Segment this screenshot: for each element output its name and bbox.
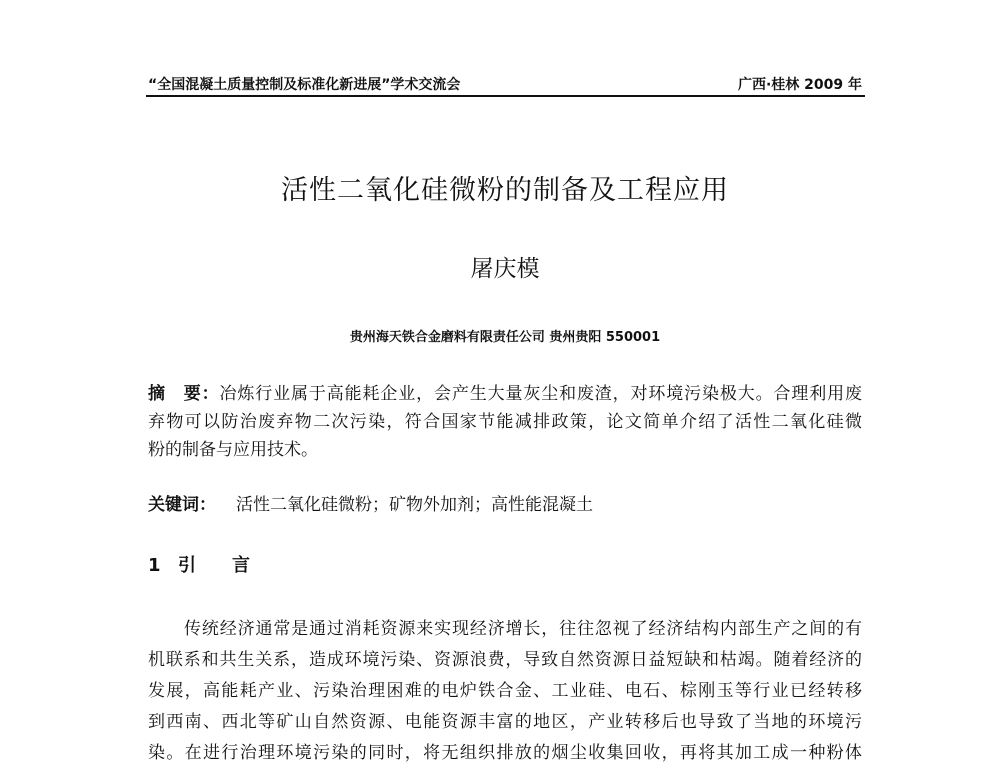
- body-line: 发展，高能耗产业、污染治理困难的电炉铁合金、工业硅、电石、棕刚玉等行业已经转移: [148, 681, 862, 701]
- keywords-text: 活性二氧化硅微粉；矿物外加剂；高性能混凝土: [236, 495, 593, 515]
- abstract-line: [148, 379, 862, 404]
- keywords-label: 关键词：: [148, 495, 216, 515]
- abstract-line: 弃物可以防治废弃物二次污染，符合国家节能减排政策，论文简单介绍了活性二氧化硅微: [148, 412, 862, 432]
- body-line: 染。在进行治理环境污染的同时，将无组织排放的烟尘收集回收，再将其加工成一种粉体: [148, 743, 862, 763]
- conference-header: “全国混凝土质量控制及标准化新进展”学术交流会: [148, 77, 461, 93]
- body-line: 机联系和共生关系，造成环境污染、资源浪费，导致自然资源日益短缺和枯竭。随着经济的: [148, 650, 862, 670]
- paper-author: 屠庆模: [470, 256, 540, 282]
- section-number: 1: [148, 555, 161, 576]
- body-line: 传统经济通常是通过消耗资源来实现经济增长，往往忽视了经济结构内部生产之间的有: [184, 619, 862, 639]
- section-title: 引 言: [178, 555, 250, 576]
- section-heading: [148, 551, 250, 577]
- abstract-label: 摘 要：: [148, 384, 220, 404]
- abstract-text: 冶炼行业属于高能耗企业，会产生大量灰尘和废渣，对环境污染极大。合理利用废: [219, 384, 863, 404]
- author-affiliation: 贵州海天铁合金磨料有限责任公司 贵州贵阳 550001: [349, 330, 661, 345]
- paper-title: 活性二氧化硅微粉的制备及工程应用: [281, 175, 729, 206]
- abstract-line: 粉的制备与应用技术。: [148, 440, 318, 460]
- header-rule: [146, 95, 865, 97]
- keywords: [148, 490, 862, 515]
- body-line: 到西南、西北等矿山自然资源、电能资源丰富的地区，产业转移后也导致了当地的环境污: [148, 712, 862, 732]
- location-year-header: 广西·桂林 2009 年: [737, 77, 862, 93]
